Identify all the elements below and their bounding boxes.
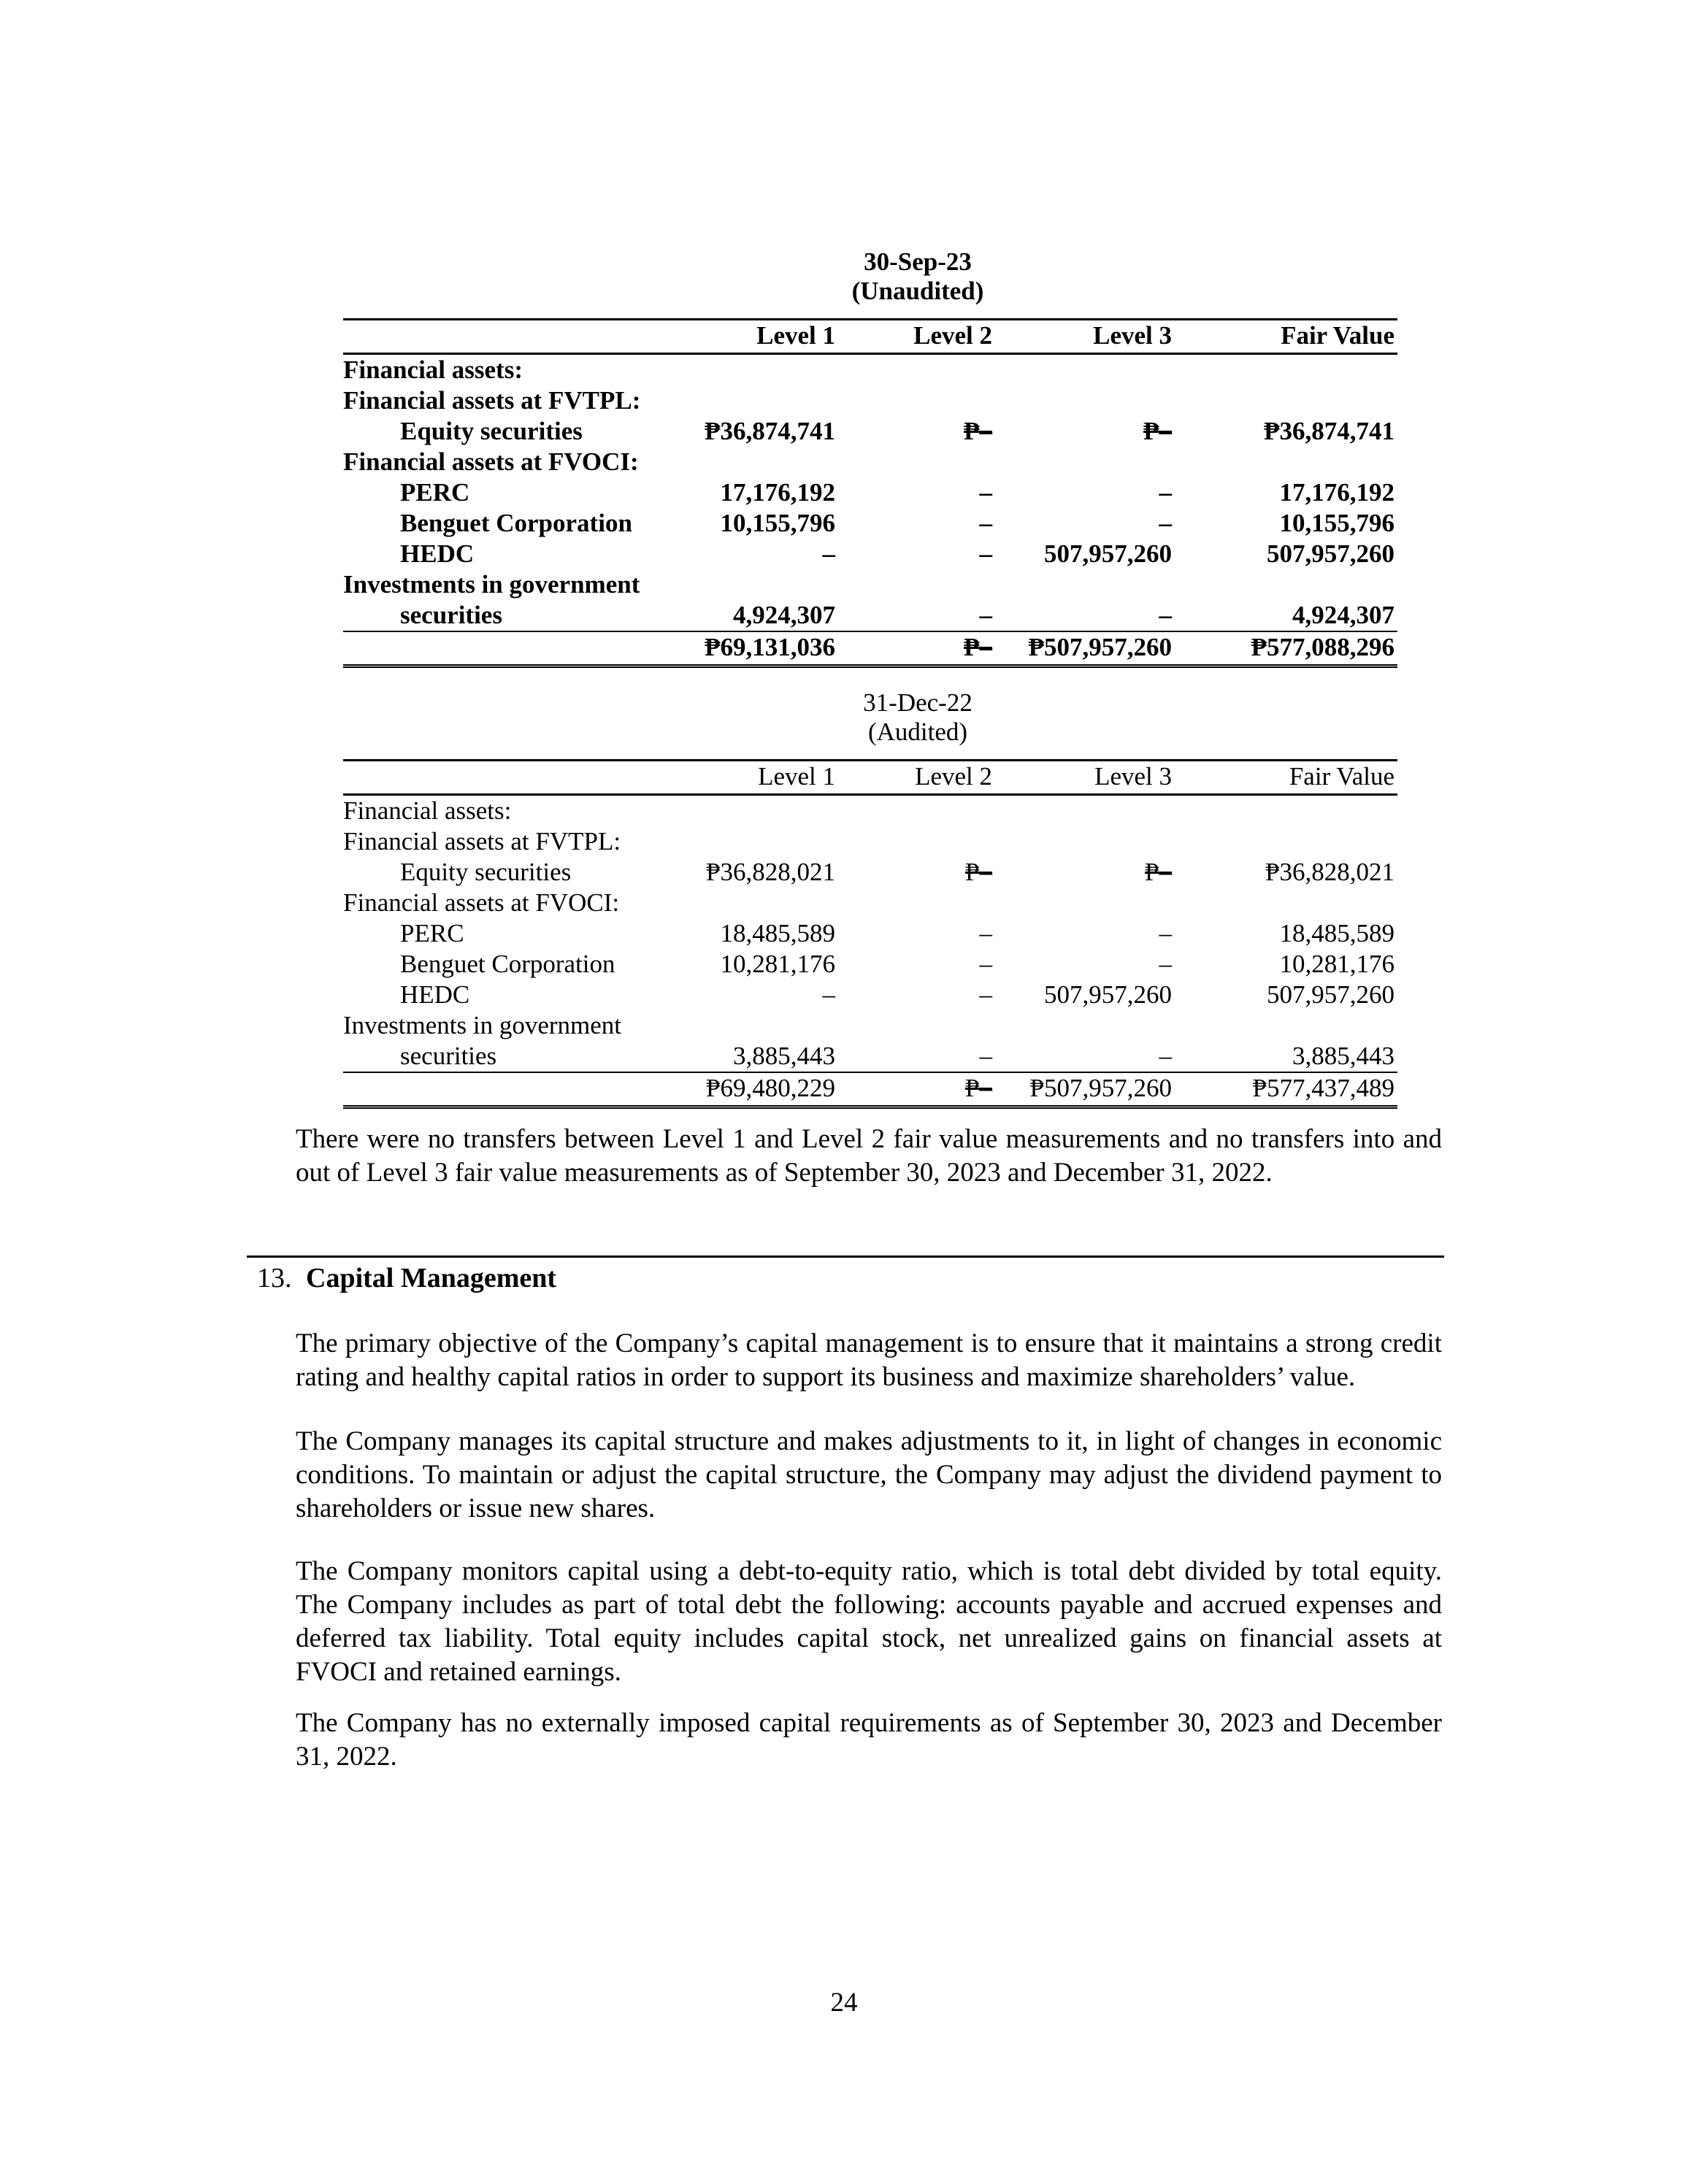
- section-number: 13.: [257, 1263, 292, 1293]
- table-row: [343, 857, 1397, 888]
- cell-col2: –: [979, 478, 992, 507]
- table-header: [343, 688, 1397, 759]
- total-level2: ₱–: [965, 1074, 992, 1102]
- paragraph-4: The Company has no externally imposed capital requirements as of September 30, 2023 and December 31, 2022.: [296, 1708, 1442, 1772]
- col-level2: Level 2: [913, 321, 992, 350]
- column-headers: [343, 320, 1397, 353]
- table-subtitle: (Unaudited): [851, 277, 984, 305]
- row-label: Financial assets at FVTPL:: [343, 386, 641, 415]
- table-row: [343, 980, 1397, 1010]
- cell-col2: ₱–: [964, 417, 992, 445]
- section-heading: [257, 1261, 556, 1295]
- cell-col4: ₱36,828,021: [1265, 858, 1394, 886]
- row-label: HEDC: [400, 980, 470, 1009]
- section-title: Capital Management: [306, 1263, 557, 1293]
- cell-col3: –: [1159, 601, 1172, 629]
- total-level3: ₱507,957,260: [1029, 1074, 1172, 1102]
- row-label: Financial assets:: [343, 796, 512, 825]
- cell-col3: ₱–: [1145, 858, 1172, 886]
- table-row: [343, 539, 1397, 569]
- col-level3: Level 3: [1093, 321, 1172, 350]
- row-label: PERC: [400, 478, 470, 507]
- table-row: [343, 416, 1397, 447]
- cell-col4: 4,924,307: [1292, 601, 1394, 629]
- table-row: [343, 826, 1397, 857]
- total-level3: ₱507,957,260: [1028, 633, 1172, 661]
- table-header: [343, 247, 1397, 318]
- cell-col4: 17,176,192: [1279, 478, 1394, 507]
- total-row: [343, 632, 1397, 668]
- cell-col2: –: [979, 950, 992, 978]
- total-fair-value: ₱577,088,296: [1251, 633, 1394, 661]
- table-title: 30-Sep-23: [864, 247, 972, 276]
- fair-value-table-2022: [343, 688, 1397, 1109]
- cell-col3: –: [1159, 478, 1172, 507]
- col-level3: Level 3: [1094, 762, 1172, 791]
- row-label: securities: [400, 1042, 497, 1070]
- row-label: Financial assets at FVTPL:: [343, 827, 621, 855]
- cell-col4: ₱36,874,741: [1264, 417, 1394, 445]
- table-title: 31-Dec-22: [863, 688, 972, 717]
- cell-col3: –: [1159, 950, 1172, 978]
- table-row: [343, 569, 1397, 600]
- row-label: Financial assets at FVOCI:: [343, 447, 639, 476]
- col-level2: Level 2: [915, 762, 992, 791]
- cell-col2: –: [979, 509, 992, 537]
- cell-col1: 17,176,192: [720, 478, 835, 507]
- cell-col3: –: [1159, 509, 1172, 537]
- row-label: Benguet Corporation: [400, 509, 632, 537]
- transfers-note: There were no transfers between Level 1 and Level 2 fair value measurements and no transfers into and out of Level 3 fair value measurements as of September 30, 2023 and December 31, 2022.: [296, 1124, 1442, 1188]
- row-label: Benguet Corporation: [400, 950, 615, 978]
- cell-col4: 18,485,589: [1279, 919, 1394, 947]
- table-row: [343, 508, 1397, 539]
- cell-col4: 3,885,443: [1292, 1042, 1394, 1070]
- table-row: [343, 355, 1397, 385]
- section-divider: [247, 1256, 1444, 1258]
- total-fair-value: ₱577,437,489: [1252, 1074, 1394, 1102]
- cell-col2: –: [979, 980, 992, 1009]
- cell-col3: ₱–: [1143, 417, 1172, 445]
- cell-col2: –: [979, 919, 992, 947]
- table-row: [343, 1010, 1397, 1041]
- cell-col1: 10,155,796: [720, 509, 835, 537]
- col-level1: Level 1: [756, 321, 835, 350]
- cell-col1: 3,885,443: [733, 1042, 835, 1070]
- paragraph-3: The Company monitors capital using a debt-to-equity ratio, which is total debt divided by total equity. The Company includes as part of total debt the following: accounts payable and accrued expenses and deferred tax liability. Total equity includes capital stock, net unrealized gains on financial assets at FVOCI and retained earnings.: [296, 1556, 1442, 1687]
- row-label: Equity securities: [400, 858, 572, 886]
- cell-col2: ₱–: [965, 858, 992, 886]
- row-label: Equity securities: [400, 417, 583, 445]
- col-fair-value: Fair Value: [1281, 321, 1394, 350]
- col-level1: Level 1: [758, 762, 835, 791]
- cell-col1: –: [822, 539, 835, 568]
- total-level1: ₱69,480,229: [706, 1074, 835, 1102]
- cell-col2: –: [979, 1042, 992, 1070]
- total-row: [343, 1073, 1397, 1109]
- cell-col2: –: [979, 539, 992, 568]
- table-row: [343, 385, 1397, 416]
- total-level1: ₱69,131,036: [705, 633, 835, 661]
- cell-col1: 10,281,176: [720, 950, 835, 978]
- row-label: Investments in government: [343, 1011, 622, 1039]
- cell-col4: 507,957,260: [1267, 539, 1394, 568]
- total-level2: ₱–: [964, 633, 992, 661]
- table-subtitle: (Audited): [867, 718, 968, 746]
- table-row: [343, 1041, 1397, 1072]
- row-label: Financial assets at FVOCI:: [343, 888, 620, 917]
- cell-col4: 507,957,260: [1267, 980, 1394, 1009]
- cell-col3: –: [1159, 919, 1172, 947]
- table-row: [343, 949, 1397, 980]
- cell-col4: 10,281,176: [1279, 950, 1394, 978]
- cell-col3: 507,957,260: [1044, 539, 1172, 568]
- cell-col1: –: [822, 980, 835, 1009]
- cell-col4: 10,155,796: [1279, 509, 1394, 537]
- table-row: [343, 918, 1397, 949]
- table-row: [343, 888, 1397, 918]
- row-label: PERC: [400, 919, 464, 947]
- cell-col1: ₱36,874,741: [705, 417, 835, 445]
- table-row: [343, 796, 1397, 826]
- fair-value-table-2023: [343, 247, 1397, 668]
- paragraph-2: The Company manages its capital structure and makes adjustments to it, in light of changes in economic conditions. To maintain or adjust the capital structure, the Company may adjust the dividend payment to shareholders or issue new shares.: [296, 1426, 1442, 1523]
- row-label: HEDC: [400, 539, 475, 568]
- cell-col3: –: [1159, 1042, 1172, 1070]
- row-label: securities: [400, 601, 502, 629]
- table-row: [343, 600, 1397, 631]
- cell-col1: ₱36,828,021: [706, 858, 835, 886]
- cell-col3: 507,957,260: [1044, 980, 1172, 1009]
- col-fair-value: Fair Value: [1289, 762, 1394, 791]
- cell-col2: –: [979, 601, 992, 629]
- column-headers: [343, 761, 1397, 793]
- row-label: Financial assets:: [343, 355, 523, 384]
- table-row: [343, 447, 1397, 477]
- cell-col1: 4,924,307: [733, 601, 835, 629]
- table-row: [343, 477, 1397, 508]
- row-label: Investments in government: [343, 570, 640, 599]
- paragraph-1: The primary objective of the Company’s capital management is to ensure that it maintains a strong credit rating and healthy capital ratios in order to support its business and maximize shareholders’ value.: [296, 1329, 1442, 1392]
- page-number: 24: [830, 1988, 858, 2018]
- cell-col1: 18,485,589: [720, 919, 835, 947]
